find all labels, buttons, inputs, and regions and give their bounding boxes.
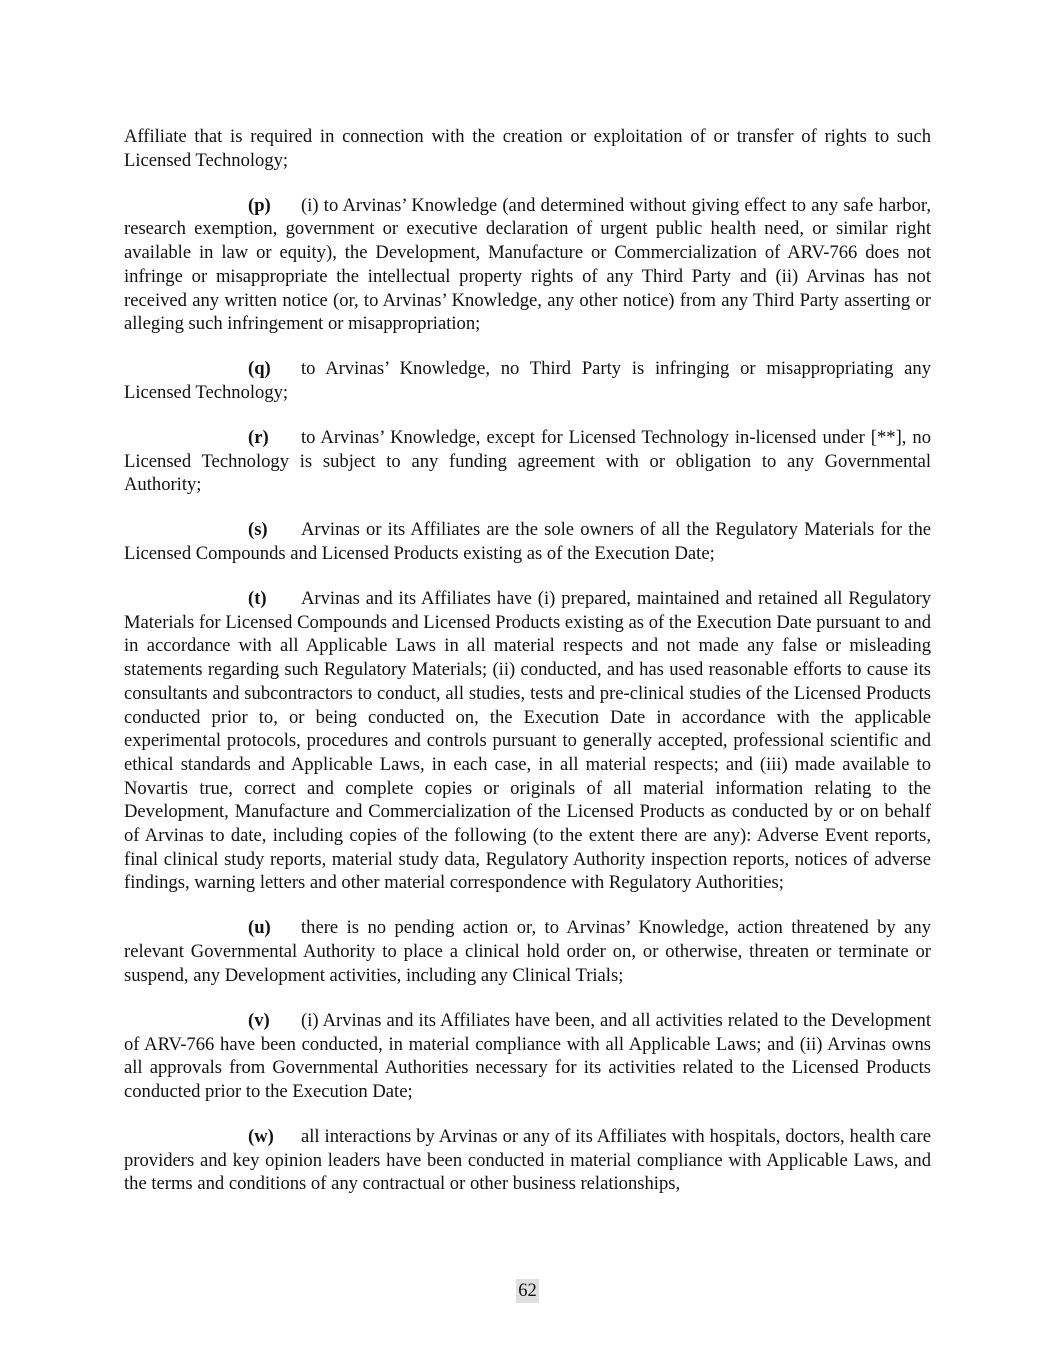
- clause-text: to Arvinas’ Knowledge, no Third Party is infringing or misappropriating any Licensed Technology;: [124, 358, 931, 403]
- clause-label: (p): [248, 194, 271, 216]
- clause-text: Arvinas and its Affiliates have (i) prepared, maintained and retained all Regulatory Materials for Licensed Compounds and Licensed Products existing as of the Execution Date pursuant to and in accordance with all Applicable Laws in all material respects and not made any false or misleading statements regarding such Regulatory Materials; (ii) conducted, and has used reasonable efforts to cause its consultants and subcontractors to conduct, all studies, tests and pre-clinical studies of the Licensed Products conducted prior to, or being conducted on, the Execution Date in accordance with the applicable experimental protocols, procedures and controls pursuant to generally accepted, professional scientific and ethical standards and Applicable Laws, in each case, in all material respects; and (iii) made available to Novartis true, correct and complete copies or originals of all material information relating to the Development, Manufacture and Commercialization of the Licensed Products as conducted by or on behalf of Arvinas to date, including copies of the following (to the extent there are any): Adverse Event reports, final clinical study reports, material study data, Regulatory Authority inspection reports, notices of adverse findings, warning letters and other material correspondence with Regulatory Authorities;: [124, 588, 931, 894]
- clause-label: (u): [248, 917, 271, 939]
- clause-p: [124, 194, 931, 336]
- document-body: [124, 125, 931, 1217]
- clause-u: [124, 916, 931, 987]
- clause-text: (i) Arvinas and its Affiliates have been, and all activities related to the Development of ARV-766 have been conducted, in material compliance with all Applicable Laws; and (ii) Arvinas owns all approvals from Governmental Authorities necessary for its activities related to the Licensed Products conducted prior to the Execution Date;: [124, 1009, 931, 1102]
- clause-label: (s): [248, 519, 268, 541]
- clause-s: [124, 518, 931, 565]
- clause-r: [124, 426, 931, 497]
- clause-w: [124, 1125, 931, 1196]
- clause-label: (r): [248, 426, 269, 448]
- clause-text: Arvinas or its Affiliates are the sole owners of all the Regulatory Materials for the Licensed Compounds and Licensed Products existing as of the Execution Date;: [124, 519, 931, 565]
- clause-v: [124, 1009, 931, 1104]
- clause-q: [124, 357, 931, 404]
- page-number: 62: [516, 1279, 539, 1303]
- clause-t: [124, 587, 931, 895]
- continuation-paragraph: Affiliate that is required in connection with the creation or exploitation of or transfer of rights to such Licensed Technology;: [124, 126, 931, 171]
- clause-label: (q): [248, 358, 271, 380]
- clause-text: all interactions by Arvinas or any of its Affiliates with hospitals, doctors, health care providers and key opinion leaders have been conducted in material compliance with Applicable Laws, and the terms and conditions of any contractual or other business relationships,: [124, 1125, 931, 1195]
- clause-label: (w): [248, 1125, 274, 1147]
- clause-label: (t): [248, 588, 267, 610]
- clause-text: there is no pending action or, to Arvinas’ Knowledge, action threatened by any relevant Governmental Authority to place a clinical hold order on, or otherwise, threaten or terminate or suspend, any Development activities, including any Clinical Trials;: [124, 917, 931, 986]
- clause-text: (i) to Arvinas’ Knowledge (and determined without giving effect to any safe harbor, research exemption, government or executive declaration of urgent public health need, or similar right available in law or equity), the Development, Manufacture or Commercialization of ARV-766 does not infringe or misappropriate the intellectual property rights of any Third Party and (ii) Arvinas has not received any written notice (or, to Arvinas’ Knowledge, any other notice) from any Third Party asserting or alleging such infringement or misappropriation;: [124, 194, 931, 335]
- clause-text: to Arvinas’ Knowledge, except for Licensed Technology in-licensed under [**], no Licensed Technology is subject to any funding agreement with or obligation to any Governmental Authority;: [124, 426, 931, 496]
- clause-label: (v): [248, 1009, 270, 1031]
